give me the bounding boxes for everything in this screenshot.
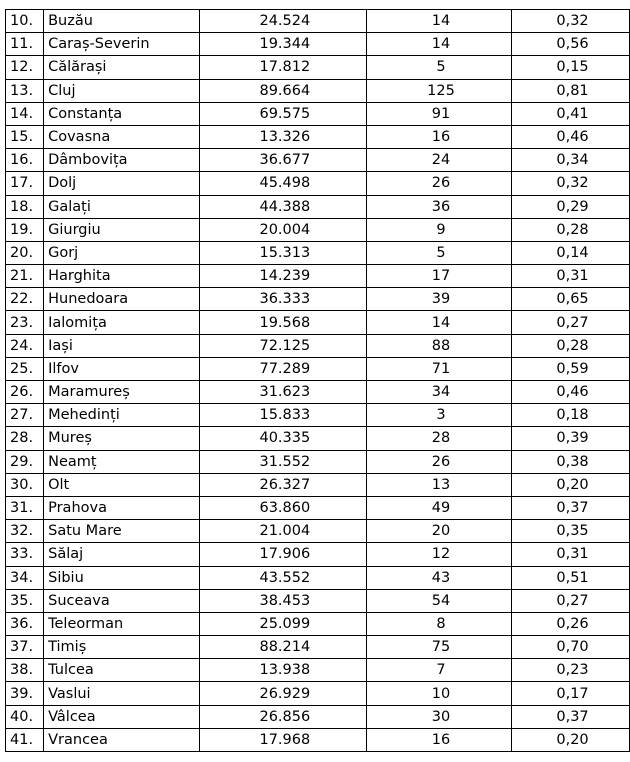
count-cell: 24 bbox=[366, 149, 511, 172]
county-name-cell: Mehedinți bbox=[44, 404, 200, 427]
table-row bbox=[6, 381, 630, 404]
value-cell: 44.388 bbox=[199, 195, 366, 218]
county-name-cell: Iași bbox=[44, 334, 200, 357]
ratio-cell: 0,32 bbox=[512, 172, 630, 195]
ratio-cell: 0,56 bbox=[512, 33, 630, 56]
county-name-cell: Mureș bbox=[44, 427, 200, 450]
table-row bbox=[6, 659, 630, 682]
row-number-cell: 38. bbox=[6, 659, 44, 682]
row-number-cell: 37. bbox=[6, 636, 44, 659]
ratio-cell: 0,39 bbox=[512, 427, 630, 450]
row-number-cell: 12. bbox=[6, 56, 44, 79]
row-number-cell: 36. bbox=[6, 612, 44, 635]
count-cell: 36 bbox=[366, 195, 511, 218]
count-cell: 13 bbox=[366, 473, 511, 496]
county-name-cell: Caraș-Severin bbox=[44, 33, 200, 56]
county-name-cell: Neamț bbox=[44, 450, 200, 473]
ratio-cell: 0,23 bbox=[512, 659, 630, 682]
table-row bbox=[6, 10, 630, 33]
table-row bbox=[6, 520, 630, 543]
table-row bbox=[6, 496, 630, 519]
ratio-cell: 0,27 bbox=[512, 589, 630, 612]
row-number-cell: 11. bbox=[6, 33, 44, 56]
county-name-cell: Suceava bbox=[44, 589, 200, 612]
table-row bbox=[6, 125, 630, 148]
table-row bbox=[6, 705, 630, 728]
row-number-cell: 28. bbox=[6, 427, 44, 450]
value-cell: 15.313 bbox=[199, 241, 366, 264]
row-number-cell: 32. bbox=[6, 520, 44, 543]
value-cell: 17.968 bbox=[199, 728, 366, 751]
table-row bbox=[6, 241, 630, 264]
table-row bbox=[6, 79, 630, 102]
count-cell: 26 bbox=[366, 450, 511, 473]
row-number-cell: 27. bbox=[6, 404, 44, 427]
county-name-cell: Sibiu bbox=[44, 566, 200, 589]
value-cell: 36.333 bbox=[199, 288, 366, 311]
county-name-cell: Teleorman bbox=[44, 612, 200, 635]
ratio-cell: 0,65 bbox=[512, 288, 630, 311]
table-row bbox=[6, 288, 630, 311]
row-number-cell: 35. bbox=[6, 589, 44, 612]
ratio-cell: 0,37 bbox=[512, 705, 630, 728]
row-number-cell: 23. bbox=[6, 311, 44, 334]
row-number-cell: 25. bbox=[6, 357, 44, 380]
table-row bbox=[6, 334, 630, 357]
value-cell: 25.099 bbox=[199, 612, 366, 635]
count-cell: 30 bbox=[366, 705, 511, 728]
row-number-cell: 14. bbox=[6, 102, 44, 125]
count-cell: 14 bbox=[366, 311, 511, 334]
ratio-cell: 0,46 bbox=[512, 381, 630, 404]
county-name-cell: Cluj bbox=[44, 79, 200, 102]
row-number-cell: 40. bbox=[6, 705, 44, 728]
ratio-cell: 0,46 bbox=[512, 125, 630, 148]
table-row bbox=[6, 195, 630, 218]
count-cell: 28 bbox=[366, 427, 511, 450]
ratio-cell: 0,28 bbox=[512, 218, 630, 241]
county-name-cell: Constanța bbox=[44, 102, 200, 125]
row-number-cell: 13. bbox=[6, 79, 44, 102]
count-cell: 43 bbox=[366, 566, 511, 589]
value-cell: 13.938 bbox=[199, 659, 366, 682]
row-number-cell: 15. bbox=[6, 125, 44, 148]
count-cell: 5 bbox=[366, 241, 511, 264]
county-data-table bbox=[5, 9, 630, 752]
table-row bbox=[6, 566, 630, 589]
row-number-cell: 39. bbox=[6, 682, 44, 705]
value-cell: 15.833 bbox=[199, 404, 366, 427]
count-cell: 8 bbox=[366, 612, 511, 635]
county-name-cell: Dâmbovița bbox=[44, 149, 200, 172]
ratio-cell: 0,31 bbox=[512, 543, 630, 566]
value-cell: 21.004 bbox=[199, 520, 366, 543]
county-name-cell: Buzău bbox=[44, 10, 200, 33]
ratio-cell: 0,51 bbox=[512, 566, 630, 589]
ratio-cell: 0,37 bbox=[512, 496, 630, 519]
row-number-cell: 17. bbox=[6, 172, 44, 195]
ratio-cell: 0,28 bbox=[512, 334, 630, 357]
ratio-cell: 0,34 bbox=[512, 149, 630, 172]
value-cell: 89.664 bbox=[199, 79, 366, 102]
table-row bbox=[6, 427, 630, 450]
row-number-cell: 41. bbox=[6, 728, 44, 751]
value-cell: 20.004 bbox=[199, 218, 366, 241]
county-name-cell: Vâlcea bbox=[44, 705, 200, 728]
row-number-cell: 10. bbox=[6, 10, 44, 33]
county-name-cell: Olt bbox=[44, 473, 200, 496]
count-cell: 14 bbox=[366, 33, 511, 56]
value-cell: 17.812 bbox=[199, 56, 366, 79]
count-cell: 3 bbox=[366, 404, 511, 427]
value-cell: 14.239 bbox=[199, 265, 366, 288]
value-cell: 17.906 bbox=[199, 543, 366, 566]
row-number-cell: 34. bbox=[6, 566, 44, 589]
value-cell: 88.214 bbox=[199, 636, 366, 659]
count-cell: 54 bbox=[366, 589, 511, 612]
row-number-cell: 21. bbox=[6, 265, 44, 288]
table-row bbox=[6, 33, 630, 56]
table-row bbox=[6, 172, 630, 195]
county-name-cell: Satu Mare bbox=[44, 520, 200, 543]
count-cell: 71 bbox=[366, 357, 511, 380]
county-name-cell: Hunedoara bbox=[44, 288, 200, 311]
count-cell: 39 bbox=[366, 288, 511, 311]
ratio-cell: 0,32 bbox=[512, 10, 630, 33]
county-name-cell: Giurgiu bbox=[44, 218, 200, 241]
row-number-cell: 16. bbox=[6, 149, 44, 172]
ratio-cell: 0,41 bbox=[512, 102, 630, 125]
table-row bbox=[6, 218, 630, 241]
table-row bbox=[6, 404, 630, 427]
value-cell: 63.860 bbox=[199, 496, 366, 519]
county-name-cell: Harghita bbox=[44, 265, 200, 288]
table-row bbox=[6, 311, 630, 334]
row-number-cell: 30. bbox=[6, 473, 44, 496]
row-number-cell: 19. bbox=[6, 218, 44, 241]
table-row bbox=[6, 56, 630, 79]
county-name-cell: Sălaj bbox=[44, 543, 200, 566]
table-row bbox=[6, 612, 630, 635]
table-row bbox=[6, 543, 630, 566]
count-cell: 26 bbox=[366, 172, 511, 195]
county-name-cell: Vaslui bbox=[44, 682, 200, 705]
value-cell: 26.929 bbox=[199, 682, 366, 705]
table-row bbox=[6, 149, 630, 172]
value-cell: 40.335 bbox=[199, 427, 366, 450]
table-row bbox=[6, 682, 630, 705]
county-name-cell: Ilfov bbox=[44, 357, 200, 380]
row-number-cell: 18. bbox=[6, 195, 44, 218]
row-number-cell: 22. bbox=[6, 288, 44, 311]
table-row bbox=[6, 265, 630, 288]
value-cell: 38.453 bbox=[199, 589, 366, 612]
value-cell: 36.677 bbox=[199, 149, 366, 172]
ratio-cell: 0,26 bbox=[512, 612, 630, 635]
ratio-cell: 0,29 bbox=[512, 195, 630, 218]
count-cell: 20 bbox=[366, 520, 511, 543]
count-cell: 91 bbox=[366, 102, 511, 125]
ratio-cell: 0,15 bbox=[512, 56, 630, 79]
count-cell: 16 bbox=[366, 728, 511, 751]
value-cell: 19.568 bbox=[199, 311, 366, 334]
ratio-cell: 0,14 bbox=[512, 241, 630, 264]
count-cell: 125 bbox=[366, 79, 511, 102]
count-cell: 34 bbox=[366, 381, 511, 404]
table-row bbox=[6, 636, 630, 659]
value-cell: 31.552 bbox=[199, 450, 366, 473]
count-cell: 16 bbox=[366, 125, 511, 148]
ratio-cell: 0,70 bbox=[512, 636, 630, 659]
county-name-cell: Galați bbox=[44, 195, 200, 218]
county-name-cell: Călărași bbox=[44, 56, 200, 79]
county-name-cell: Gorj bbox=[44, 241, 200, 264]
row-number-cell: 20. bbox=[6, 241, 44, 264]
row-number-cell: 24. bbox=[6, 334, 44, 357]
table-row bbox=[6, 450, 630, 473]
ratio-cell: 0,81 bbox=[512, 79, 630, 102]
value-cell: 13.326 bbox=[199, 125, 366, 148]
count-cell: 14 bbox=[366, 10, 511, 33]
value-cell: 72.125 bbox=[199, 334, 366, 357]
row-number-cell: 26. bbox=[6, 381, 44, 404]
ratio-cell: 0,31 bbox=[512, 265, 630, 288]
value-cell: 19.344 bbox=[199, 33, 366, 56]
county-name-cell: Timiș bbox=[44, 636, 200, 659]
county-name-cell: Vrancea bbox=[44, 728, 200, 751]
county-name-cell: Dolj bbox=[44, 172, 200, 195]
count-cell: 12 bbox=[366, 543, 511, 566]
value-cell: 26.856 bbox=[199, 705, 366, 728]
table-row bbox=[6, 589, 630, 612]
ratio-cell: 0,20 bbox=[512, 728, 630, 751]
ratio-cell: 0,18 bbox=[512, 404, 630, 427]
ratio-cell: 0,27 bbox=[512, 311, 630, 334]
value-cell: 77.289 bbox=[199, 357, 366, 380]
county-name-cell: Ialomița bbox=[44, 311, 200, 334]
ratio-cell: 0,35 bbox=[512, 520, 630, 543]
county-name-cell: Tulcea bbox=[44, 659, 200, 682]
value-cell: 31.623 bbox=[199, 381, 366, 404]
ratio-cell: 0,59 bbox=[512, 357, 630, 380]
count-cell: 49 bbox=[366, 496, 511, 519]
table-row bbox=[6, 473, 630, 496]
ratio-cell: 0,38 bbox=[512, 450, 630, 473]
county-name-cell: Prahova bbox=[44, 496, 200, 519]
count-cell: 5 bbox=[366, 56, 511, 79]
table-body bbox=[6, 10, 630, 752]
value-cell: 45.498 bbox=[199, 172, 366, 195]
county-name-cell: Covasna bbox=[44, 125, 200, 148]
count-cell: 9 bbox=[366, 218, 511, 241]
table-row bbox=[6, 102, 630, 125]
count-cell: 75 bbox=[366, 636, 511, 659]
count-cell: 7 bbox=[366, 659, 511, 682]
value-cell: 24.524 bbox=[199, 10, 366, 33]
count-cell: 88 bbox=[366, 334, 511, 357]
row-number-cell: 31. bbox=[6, 496, 44, 519]
value-cell: 69.575 bbox=[199, 102, 366, 125]
county-name-cell: Maramureș bbox=[44, 381, 200, 404]
ratio-cell: 0,17 bbox=[512, 682, 630, 705]
value-cell: 43.552 bbox=[199, 566, 366, 589]
ratio-cell: 0,20 bbox=[512, 473, 630, 496]
value-cell: 26.327 bbox=[199, 473, 366, 496]
table-row bbox=[6, 728, 630, 751]
table-row bbox=[6, 357, 630, 380]
row-number-cell: 33. bbox=[6, 543, 44, 566]
count-cell: 17 bbox=[366, 265, 511, 288]
count-cell: 10 bbox=[366, 682, 511, 705]
row-number-cell: 29. bbox=[6, 450, 44, 473]
